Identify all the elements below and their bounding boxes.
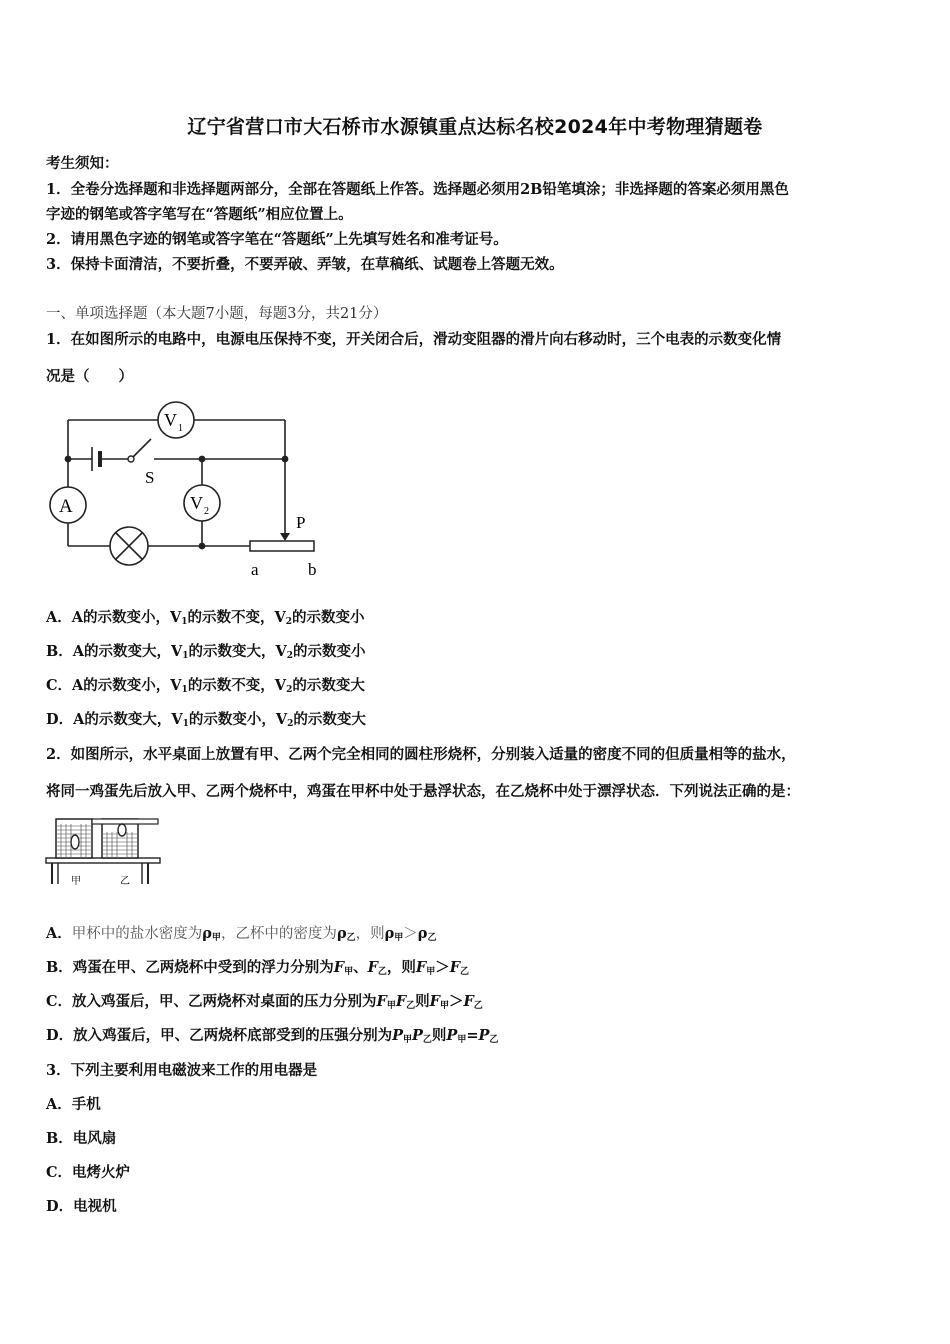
subscript: 1: [182, 651, 189, 661]
q2-beakers-diagram: [44, 810, 168, 888]
rho-symbol: ρ: [336, 925, 347, 942]
switch-label: S: [145, 468, 155, 487]
egg-jia: [71, 835, 79, 849]
lid-bar: [92, 819, 158, 824]
option-text: 放入鸡蛋后，甲、乙两烧杯底部受到的压强分别为: [73, 1027, 393, 1044]
option-text: 的示数变小: [293, 643, 366, 660]
option-text: A的示数变大，V: [73, 711, 183, 728]
subscript: 1: [182, 719, 189, 729]
section-heading: 一、单项选择题（本大题7小题，每题3分，共21分）: [46, 306, 388, 322]
option-text: 的示数不变，V: [187, 609, 286, 626]
rheostat-end-a: a: [251, 560, 259, 579]
q3-option-d: D．电视机: [46, 1198, 117, 1215]
subscript: 甲: [344, 967, 354, 977]
option-text: ，则: [386, 959, 416, 976]
force-symbol: F: [429, 993, 440, 1010]
egg-yi: [118, 824, 126, 836]
subscript: 乙: [427, 933, 437, 943]
option-text: 的示数变大，V: [188, 643, 287, 660]
subscript: 乙: [473, 1001, 483, 1011]
option-text: ，则: [355, 926, 385, 942]
option-letter: D．: [46, 1027, 74, 1044]
force-symbol: F: [415, 959, 427, 976]
option-letter: D．: [46, 711, 74, 728]
subscript: 2: [285, 617, 293, 627]
notice-item-3: 3．保持卡面清洁，不要折叠，不要弄破、弄皱，在草稿纸、试题卷上答题无效。: [46, 256, 564, 273]
rho-symbol: ρ: [384, 925, 395, 942]
option-letter: A．: [46, 925, 72, 942]
notice-item-1: 1．全卷分选择题和非选择题两部分，全部在答题纸上作答。选择题必须用2B铅笔填涂；非选择题的答案必须用黑色: [46, 181, 789, 198]
junction-dot: [199, 456, 206, 463]
option-text: 的示数变小，V: [188, 711, 288, 728]
option-text: A的示数变小，V: [72, 677, 182, 694]
subscript: 2: [286, 685, 293, 695]
subscript: 乙: [460, 967, 470, 977]
option-text: 的示数变大: [292, 677, 365, 694]
subscript: 乙: [377, 967, 387, 977]
beaker-label-yi: 乙: [120, 876, 130, 887]
option-letter: C．: [46, 993, 73, 1010]
force-symbol: F: [395, 993, 407, 1010]
q2-option-a: [46, 922, 436, 943]
q2-option-c: [46, 990, 483, 1011]
rho-symbol: ρ: [202, 925, 212, 942]
notice-item-1-cont: 字迹的钢笔或答字笔写在“答题纸”相应位置上。: [46, 206, 353, 223]
subscript: 甲: [426, 967, 436, 977]
pressure-symbol: P: [478, 1027, 490, 1044]
option-letter: C．: [46, 677, 73, 694]
force-symbol: F: [463, 993, 474, 1010]
ammeter-label: A: [59, 496, 73, 517]
junction-dot: [282, 456, 289, 463]
notice-item-2: 2．请用黑色字迹的钢笔或答字笔在“答题纸”上先填写姓名和准考证号。: [46, 231, 508, 248]
subscript: 甲: [386, 1001, 396, 1011]
subscript: 甲: [211, 933, 221, 943]
rho-symbol: ρ: [417, 925, 428, 942]
option-text: 的示数变小: [292, 609, 365, 626]
q1-option-c: [46, 674, 365, 695]
subscript: 1: [181, 617, 188, 627]
subscript: 甲: [457, 1035, 467, 1045]
q3-option-a: A．手机: [46, 1096, 101, 1113]
junction-dot: [199, 543, 206, 550]
voltmeter-v2-sub: 2: [204, 506, 209, 517]
option-text: 的示数变大: [293, 711, 366, 728]
q1-option-d: [46, 708, 366, 729]
option-text: 甲杯中的盐水密度为: [71, 926, 203, 942]
junction-dot: [65, 456, 72, 463]
pressure-symbol: P: [412, 1027, 423, 1044]
q3-stem: 3．下列主要利用电磁波来工作的用电器是: [46, 1062, 318, 1079]
slider-arrowhead: [280, 533, 290, 541]
pressure-symbol: P: [446, 1027, 458, 1044]
voltmeter-v2-label: V: [190, 493, 203, 513]
q2-stem-line1: 2．如图所示，水平桌面上放置有甲、乙两个完全相同的圆柱形烧杯，分别装入适量的密度不同的但质量相等的盐水，: [46, 746, 796, 763]
q3-option-c: C．电烤火炉: [46, 1164, 131, 1181]
rheostat-end-b: b: [308, 560, 317, 579]
q1-option-b: [46, 640, 366, 661]
option-text: 则: [415, 993, 430, 1010]
greater-than: ＞: [448, 993, 464, 1010]
voltmeter-v1-label: V: [164, 410, 177, 430]
equals-sign: =: [466, 1027, 479, 1044]
option-letter: B．: [46, 643, 73, 660]
subscript: 2: [287, 719, 294, 729]
subscript: 1: [181, 685, 188, 695]
option-text: ，乙杯中的密度为: [220, 926, 337, 942]
subscript: 2: [286, 651, 294, 661]
subscript: 乙: [406, 1001, 416, 1011]
page-title: 辽宁省营口市大石桥市水源镇重点达标名校2024年中考物理猜题卷: [187, 116, 763, 138]
force-symbol: F: [376, 993, 387, 1010]
option-letter: A．: [46, 609, 72, 626]
option-text: 放入鸡蛋后，甲、乙两烧杯对桌面的压力分别为: [72, 993, 377, 1010]
subscript: 乙: [489, 1035, 499, 1045]
slider-label: P: [296, 513, 306, 532]
q3-option-b: B．电风扇: [46, 1130, 117, 1147]
subscript: 甲: [439, 1001, 449, 1011]
voltmeter-v1-sub: 1: [178, 423, 183, 434]
q2-stem-line2: 将同一鸡蛋先后放入甲、乙两个烧杯中，鸡蛋在甲杯中处于悬浮状态，在乙烧杯中处于漂浮状态．下列说法正确的是：: [46, 783, 800, 800]
force-symbol: F: [449, 959, 460, 976]
option-text: 鸡蛋在甲、乙两烧杯中受到的浮力分别为: [72, 959, 334, 976]
separator: 、: [353, 959, 368, 976]
q2-option-d: [46, 1024, 498, 1045]
option-text: 的示数不变，V: [187, 677, 287, 694]
rheostat-body: [250, 541, 314, 551]
subscript: 甲: [402, 1035, 412, 1045]
greater-than: ＞: [435, 959, 450, 976]
subscript: 乙: [422, 1035, 432, 1045]
option-text: A的示数变小，V: [71, 609, 182, 626]
beaker-label-jia: 甲: [71, 876, 81, 887]
q1-circuit-diagram: [40, 393, 340, 583]
force-symbol: F: [367, 959, 378, 976]
greater-than: ＞: [403, 926, 418, 942]
option-text: 则: [431, 1027, 447, 1044]
q1-stem-line1: 1．在如图所示的电路中，电源电压保持不变，开关闭合后，滑动变阻器的滑片向右移动时，三个电表的示数变化情: [46, 331, 782, 348]
option-text: A的示数变大，V: [72, 643, 183, 660]
subscript: 甲: [394, 933, 404, 943]
notice-heading: 考生须知：: [46, 155, 119, 172]
switch-contact-left: [128, 456, 134, 462]
subscript: 乙: [346, 933, 356, 943]
q1-stem-line2: 况是（ ）: [46, 368, 133, 385]
q2-option-b: [46, 956, 469, 977]
pressure-symbol: P: [392, 1027, 403, 1044]
force-symbol: F: [333, 959, 345, 976]
q1-option-a: [46, 606, 365, 627]
option-letter: B．: [46, 959, 73, 976]
